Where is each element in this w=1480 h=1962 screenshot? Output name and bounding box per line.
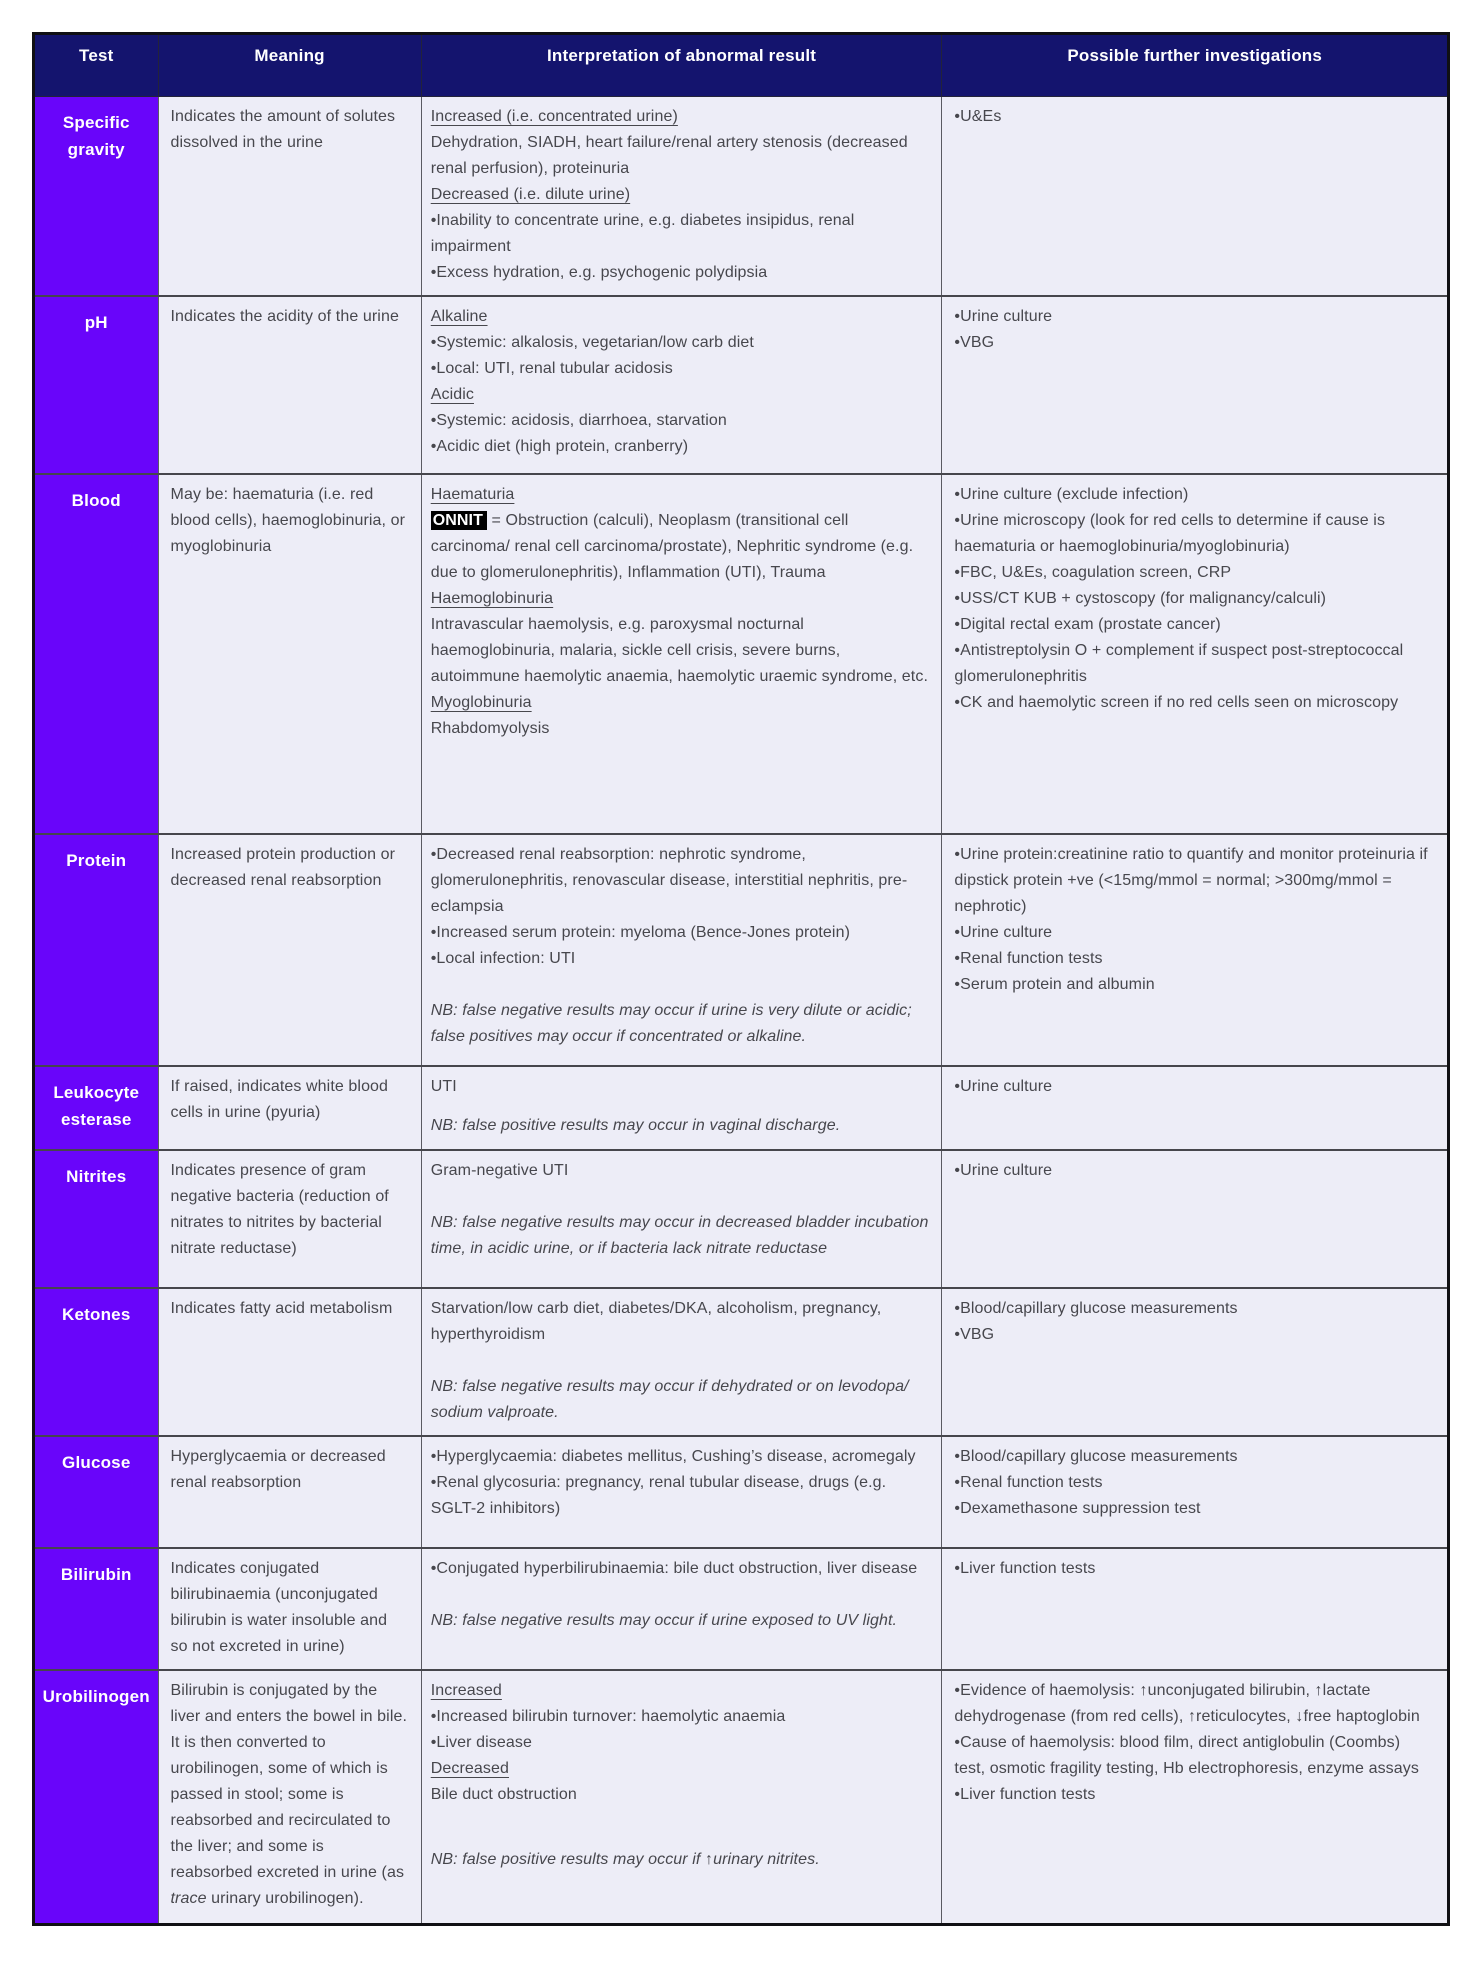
text-line: Increased protein production or decreased renal reabsorption (170, 846, 396, 889)
text-line: Bile duct obstruction (430, 1786, 577, 1803)
text-line: •Systemic: alkalosis, vegetarian/low carb diet (430, 334, 754, 351)
table-row (34, 1066, 1449, 1150)
text-line: Acidic (430, 386, 474, 403)
text-line: NB: false negative results may occur in decreased bladder incubation time, in acidic urine, or if bacteria lack nitrate reductase (430, 1214, 929, 1257)
text-line: •U&Es (954, 108, 1002, 125)
text-line: •Liver function tests (954, 1560, 1096, 1577)
text-line: •Liver disease (430, 1734, 532, 1751)
table-row (34, 1288, 1449, 1436)
meaning-cell (158, 1670, 421, 1925)
text-line: May be: haematuria (i.e. red blood cells), haemoglobinuria, or myoglobinuria (170, 486, 406, 555)
spacer-line (431, 1197, 930, 1210)
text-line: NB: false negative results may occur if urine exposed to UV light. (430, 1612, 898, 1629)
text-line: •VBG (954, 1326, 995, 1343)
text-line: NB: false negative results may occur if dehydrated or on levodopa/ sodium valproate. (430, 1378, 909, 1421)
col-header-investigations: Possible further investigations (942, 34, 1449, 97)
interpretation-cell (421, 1436, 942, 1548)
spacer-line (431, 1361, 930, 1374)
col-header-meaning: Meaning (158, 34, 421, 97)
investigations-cell (942, 296, 1449, 474)
text-line: UTI (430, 1078, 457, 1095)
spacer-line (431, 1582, 930, 1595)
spacer-line (431, 1348, 930, 1361)
col-header-interpretation: Interpretation of abnormal result (421, 34, 942, 97)
test-cell: Urobilinogen (34, 1670, 159, 1925)
table-row (34, 474, 1449, 834)
test-cell: Blood (34, 474, 159, 834)
text-line: Indicates fatty acid metabolism (170, 1300, 393, 1317)
text-line: •Urine protein:creatinine ratio to quantify and monitor proteinuria if dipstick protein +ve (<15mg/mmol = normal; >300mg/mmol = nephrotic) (954, 846, 1428, 915)
interpretation-cell (421, 474, 942, 834)
text-line: •Evidence of haemolysis: ↑unconjugated bilirubin, ↑lactate dehydrogenase (from red cells), ↑reticulocytes, ↓free haptoglobin (954, 1682, 1420, 1725)
spacer-line (431, 1184, 930, 1197)
meaning-cell (158, 474, 421, 834)
investigations-cell (942, 1436, 1449, 1548)
interpretation-cell (421, 1670, 942, 1925)
text-line: Haemoglobinuria (430, 590, 554, 607)
meaning-cell (158, 296, 421, 474)
text-line: •Increased bilirubin turnover: haemolytic anaemia (430, 1708, 786, 1725)
text-line: •Excess hydration, e.g. psychogenic polydipsia (430, 264, 768, 281)
col-header-test: Test (34, 34, 159, 97)
test-cell: Nitrites (34, 1150, 159, 1288)
spacer-line (431, 972, 930, 985)
table-row (34, 296, 1449, 474)
text-line: •Systemic: acidosis, diarrhoea, starvation (430, 412, 727, 429)
text-segment: urinary urobilinogen). (206, 1890, 364, 1907)
table-row (34, 97, 1449, 297)
header-row (34, 34, 1449, 97)
text-line: •Renal function tests (954, 950, 1103, 967)
text-segment: Bilirubin is conjugated by the liver and enters the bowel in bile. It is then converted to urobilinogen, some of which is passed in stool; some is reabsorbed and recirculated to the liver; and some is reabsorbed excreted in urine (as (170, 1682, 408, 1881)
text-line: •Local infection: UTI (430, 950, 576, 967)
text-line: •Blood/capillary glucose measurements (954, 1300, 1238, 1317)
meaning-cell (158, 1150, 421, 1288)
text-line: If raised, indicates white blood cells in urine (pyuria) (170, 1078, 389, 1121)
spacer-line (431, 1808, 930, 1821)
text-line: •Local: UTI, renal tubular acidosis (430, 360, 673, 377)
table-row (34, 834, 1449, 1066)
text-line: •Hyperglycaemia: diabetes mellitus, Cushing’s disease, acromegaly (430, 1448, 916, 1465)
text-line: •Urine culture (954, 1162, 1053, 1179)
text-line: •Dexamethasone suppression test (954, 1500, 1201, 1517)
spacer-line (431, 1595, 930, 1608)
text-line: •Increased serum protein: myeloma (Bence-Jones protein) (430, 924, 850, 941)
text-line: Increased (i.e. concentrated urine) (430, 108, 678, 125)
text-line: •Inability to concentrate urine, e.g. diabetes insipidus, renal impairment (430, 212, 855, 255)
meaning-cell (158, 1066, 421, 1150)
table-row (34, 1150, 1449, 1288)
investigations-cell (942, 97, 1449, 297)
text-line: •Conjugated hyperbilirubinaemia: bile duct obstruction, liver disease (430, 1560, 918, 1577)
text-line: NB: false positive results may occur in vaginal discharge. (430, 1117, 841, 1134)
text-line: Alkaline (430, 308, 488, 325)
text-line: •Urine culture (954, 1078, 1053, 1095)
investigations-cell (942, 474, 1449, 834)
text-segment: trace (170, 1890, 207, 1907)
table-header (34, 34, 1449, 97)
interpretation-cell (421, 1288, 942, 1436)
test-cell: Ketones (34, 1288, 159, 1436)
text-line: •FBC, U&Es, coagulation screen, CRP (954, 564, 1232, 581)
urine-dipstick-table (32, 32, 1450, 1926)
investigations-cell (942, 1066, 1449, 1150)
text-line: •Cause of haemolysis: blood film, direct antiglobulin (Coombs) test, osmotic fragility testing, Hb electrophoresis, enzyme assays (954, 1734, 1419, 1777)
interpretation-cell (421, 1548, 942, 1670)
test-cell: pH (34, 296, 159, 474)
test-cell: Leukocyte esterase (34, 1066, 159, 1150)
text-line: NB: false positive results may occur if ↑urinary nitrites. (430, 1851, 820, 1868)
table-body (34, 97, 1449, 1925)
interpretation-cell (421, 1066, 942, 1150)
test-cell: Protein (34, 834, 159, 1066)
text-line: •Decreased renal reabsorption: nephrotic syndrome, glomerulonephritis, renovascular disease, interstitial nephritis, pre-eclampsia (430, 846, 908, 915)
spacer-line (431, 1821, 930, 1834)
text-line: •Serum protein and albumin (954, 976, 1155, 993)
text-line: •Liver function tests (954, 1786, 1096, 1803)
interpretation-cell (421, 97, 942, 297)
meaning-cell (158, 1436, 421, 1548)
text-line: •Urine culture (954, 308, 1053, 325)
text-line: •Blood/capillary glucose measurements (954, 1448, 1238, 1465)
text-line: Intravascular haemolysis, e.g. paroxysmal nocturnal haemoglobinuria, malaria, sickle cell crisis, severe burns, autoimmune haemolytic anaemia, haemolytic uraemic syndrome, etc. (430, 616, 928, 685)
text-line: •USS/CT KUB + cystoscopy (for malignancy/calculi) (954, 590, 1327, 607)
test-cell: Bilirubin (34, 1548, 159, 1670)
text-line: Decreased (i.e. dilute urine) (430, 186, 631, 203)
text-line: NB: false negative results may occur if urine is very dilute or acidic; false positives may occur if concentrated or alkaline. (430, 1002, 912, 1045)
table-row (34, 1548, 1449, 1670)
text-line: Haematuria (430, 486, 515, 503)
spacer-line (431, 985, 930, 998)
text-line: •Antistreptolysin O + complement if suspect post-streptococcal glomerulonephritis (954, 642, 1404, 685)
text-line: Rhabdomyolysis (430, 720, 550, 737)
text-line: Indicates conjugated bilirubinaemia (unconjugated bilirubin is water insoluble and so not excreted in urine) (170, 1560, 388, 1655)
interpretation-cell (421, 834, 942, 1066)
text-line: •Urine microscopy (look for red cells to determine if cause is haematuria or haemoglobinuria/myoglobinuria) (954, 512, 1386, 555)
text-line: •VBG (954, 334, 995, 351)
test-cell: Specific gravity (34, 97, 159, 297)
text-line: Increased (430, 1682, 502, 1699)
text-line: •Digital rectal exam (prostate cancer) (954, 616, 1221, 633)
investigations-cell (942, 834, 1449, 1066)
text-line: Starvation/low carb diet, diabetes/DKA, alcoholism, pregnancy, hyperthyroidism (430, 1300, 882, 1343)
text-line: Myoglobinuria (430, 694, 532, 711)
table-row (34, 1436, 1449, 1548)
text-line (171, 1678, 409, 1912)
highlighted-text: ONNIT (431, 511, 487, 530)
meaning-cell (158, 97, 421, 297)
investigations-cell (942, 1288, 1449, 1436)
text-line: •Urine culture (exclude infection) (954, 486, 1189, 503)
interpretation-cell (421, 1150, 942, 1288)
meaning-cell (158, 834, 421, 1066)
meaning-cell (158, 1548, 421, 1670)
investigations-cell (942, 1150, 1449, 1288)
text-line: Indicates presence of gram negative bacteria (reduction of nitrates to nitrites by bacterial nitrate reductase) (170, 1162, 389, 1257)
meaning-cell (158, 1288, 421, 1436)
spacer-line (431, 1100, 930, 1113)
spacer-line (431, 1834, 930, 1847)
test-cell: Glucose (34, 1436, 159, 1548)
interpretation-cell (421, 296, 942, 474)
text-line: Dehydration, SIADH, heart failure/renal artery stenosis (decreased renal perfusion), proteinuria (430, 134, 908, 177)
text-line: Decreased (430, 1760, 509, 1777)
table-row (34, 1670, 1449, 1925)
text-line: •Renal function tests (954, 1474, 1103, 1491)
text-line: Hyperglycaemia or decreased renal reabsorption (170, 1448, 386, 1491)
text-line: •CK and haemolytic screen if no red cells seen on microscopy (954, 694, 1399, 711)
text-line (431, 508, 930, 586)
text-line: Gram-negative UTI (430, 1162, 569, 1179)
text-line: Indicates the acidity of the urine (170, 308, 399, 325)
text-segment: = Obstruction (calculi), Neoplasm (transitional cell carcinoma/ renal cell carcinoma/prostate), Nephritic syndrome (e.g. due to glomerulonephritis), Inflammation (UTI), Trauma (430, 512, 914, 581)
investigations-cell (942, 1548, 1449, 1670)
text-line: •Acidic diet (high protein, cranberry) (430, 438, 689, 455)
investigations-cell (942, 1670, 1449, 1925)
text-line: Indicates the amount of solutes dissolved in the urine (170, 108, 396, 151)
text-line: •Urine culture (954, 924, 1053, 941)
text-line: •Renal glycosuria: pregnancy, renal tubular disease, drugs (e.g. SGLT-2 inhibitors) (430, 1474, 887, 1517)
